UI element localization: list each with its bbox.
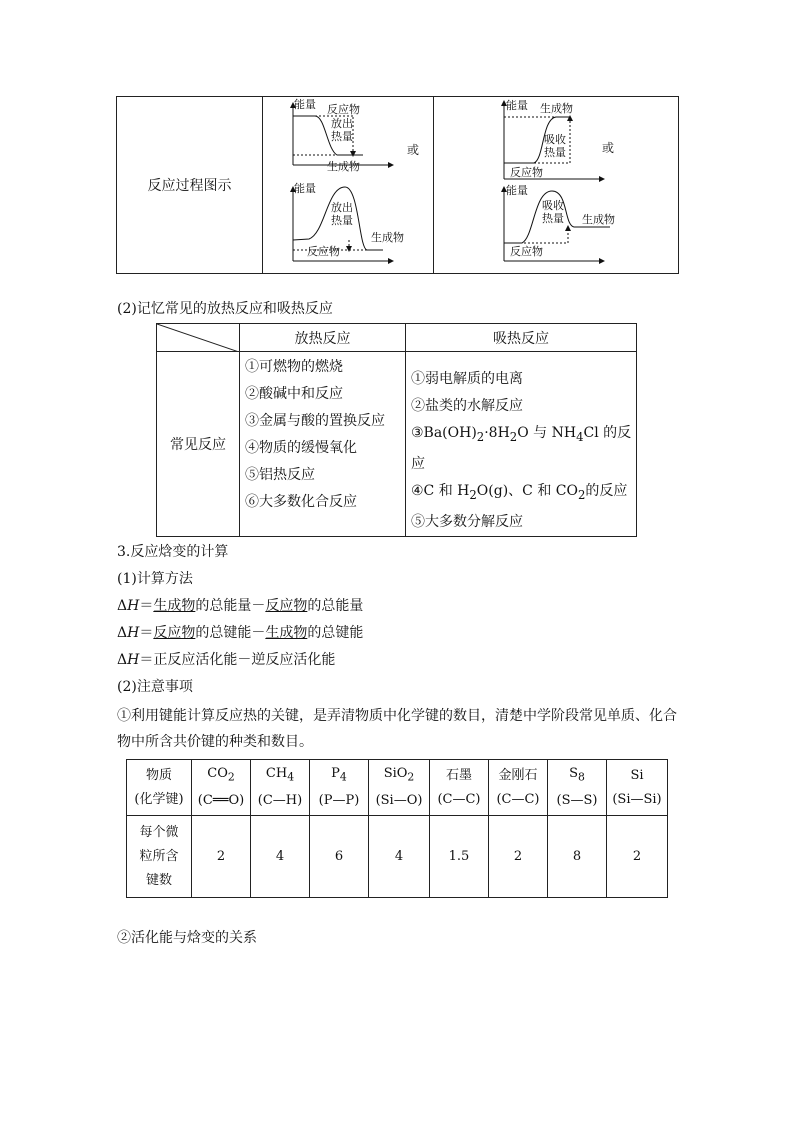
y-axis-label: 能量 [294,182,316,195]
endothermic-list [406,352,637,537]
note1-line1: ①利用键能计算反应热的关键，是弄清物质中化学键的数目，清楚中学阶段常见单质、化合 [117,708,677,724]
exo-item-1: ①可燃物的燃烧 [245,359,343,375]
reactant-label: 反应物 [327,103,360,116]
col-p4-header: $P_4$ (P—P) [310,760,369,816]
endothermic-diagrams-cell [434,97,679,274]
heat-label-2: 热量 [544,146,566,159]
bond-count-sio2: 4 [369,816,430,898]
endothermic-hump-diagram [504,183,615,261]
col-ch4-header: $CH_4$ (C—H) [251,760,310,816]
bond-count-co2: 2 [192,816,251,898]
bond-count-ch4: 4 [251,816,310,898]
product-label: 生成物 [327,160,360,173]
col-co2-header: $CO_2$ (C══O) [192,760,251,816]
exothermic-diagrams-cell [263,97,434,274]
heat-label-2: 热量 [542,212,564,225]
reactant-label: 反应物 [307,245,340,258]
product-label: 生成物 [371,231,404,244]
endothermic-step-diagram [504,98,602,179]
heat-label-1: 吸收 [542,199,564,212]
reaction-diagram-table [116,96,679,274]
bond-count-s8: 8 [548,816,607,898]
header-substance-cell: 物质 (化学键) [127,760,192,816]
common-reactions-label: 常见反应 [157,352,240,537]
bond-count-table [126,759,668,898]
endo-item-1: ①弱电解质的电离 [411,371,523,387]
heat-label-1: 吸收 [544,133,566,146]
bond-count-diamond: 2 [489,816,548,898]
exo-item-3: ③金属与酸的置换反应 [245,413,385,429]
exothermic-step-diagram [293,97,391,173]
endo-item-3: $③Ba(OH)_2\cdot 8H_2O$ 与 $NH_4Cl$ 的反应 [411,425,632,472]
header-exothermic: 放热反应 [240,324,406,352]
endothermic-diagrams [434,97,678,273]
bond-count-p4: 6 [310,816,369,898]
notes-title: (2)注意事项 [117,679,193,695]
formula-energy: ΔH＝生成物的总能量－反应物的总能量 [117,598,364,614]
col-sio2-header: SiO$_2$ (Si—O) [369,760,430,816]
exothermic-diagrams [263,97,431,273]
bond-count-si: 2 [607,816,668,898]
or-label-exo: 或 [406,143,419,157]
header-endothermic: 吸热反应 [406,324,637,352]
diagonal-line [157,324,239,352]
diagram-row-label: 反应过程图示 [147,178,232,194]
endo-item-4: ④C 和 $H_2O(g)$、C 和 $CO_2$的反应 [411,482,628,502]
formula-bond-energy: ΔH＝反应物的总键能－生成物的总键能 [117,625,364,641]
note1-line2: 物中所含共价键的种类和数目。 [117,734,313,750]
diagram-row-label-cell [117,97,263,274]
heat-label-2: 热量 [331,214,353,227]
col-graphite-header: 石墨 (C—C) [430,760,489,816]
exo-item-5: ⑤铝热反应 [245,467,315,483]
section2-title: (2)记忆常见的放热反应和吸热反应 [117,301,333,317]
exo-item-4: ④物质的缓慢氧化 [245,440,357,456]
exo-item-6: ⑥大多数化合反应 [245,494,357,510]
heat-label-1: 放出 [331,201,353,214]
endo-item-5: ⑤大多数分解反应 [411,513,523,530]
exothermic-list [240,352,406,537]
common-reactions-table [156,323,637,537]
method-title: (1)计算方法 [117,571,193,587]
reactant-label: 反应物 [510,245,543,258]
exothermic-hump-diagram [293,181,404,261]
col-si-header: Si (Si—Si) [607,760,668,816]
product-label: 生成物 [582,213,615,226]
reactant-label: 反应物 [510,166,543,179]
heat-label-2: 热量 [331,130,353,143]
section3-title: 3.反应焓变的计算 [117,544,229,560]
diagonal-header-cell [157,324,240,352]
y-axis-label: 能量 [506,184,528,197]
bond-count-label: 每个微 粒所含 键数 [127,816,192,898]
endo-item-2: ②盐类的水解反应 [411,398,523,414]
heat-label-1: 放出 [331,117,353,130]
col-s8-header: $S_8$ (S—S) [548,760,607,816]
or-label-endo: 或 [602,141,615,155]
col-diamond-header: 金刚石 (C—C) [489,760,548,816]
product-label: 生成物 [540,102,573,115]
y-axis-label: 能量 [506,99,528,112]
exo-item-2: ②酸碱中和反应 [245,386,343,402]
bond-count-graphite: 1.5 [430,816,489,898]
note2: ②活化能与焓变的关系 [117,930,257,946]
formula-activation-energy: ΔH＝正反应活化能－逆反应活化能 [117,652,336,668]
y-axis-label: 能量 [294,98,316,111]
